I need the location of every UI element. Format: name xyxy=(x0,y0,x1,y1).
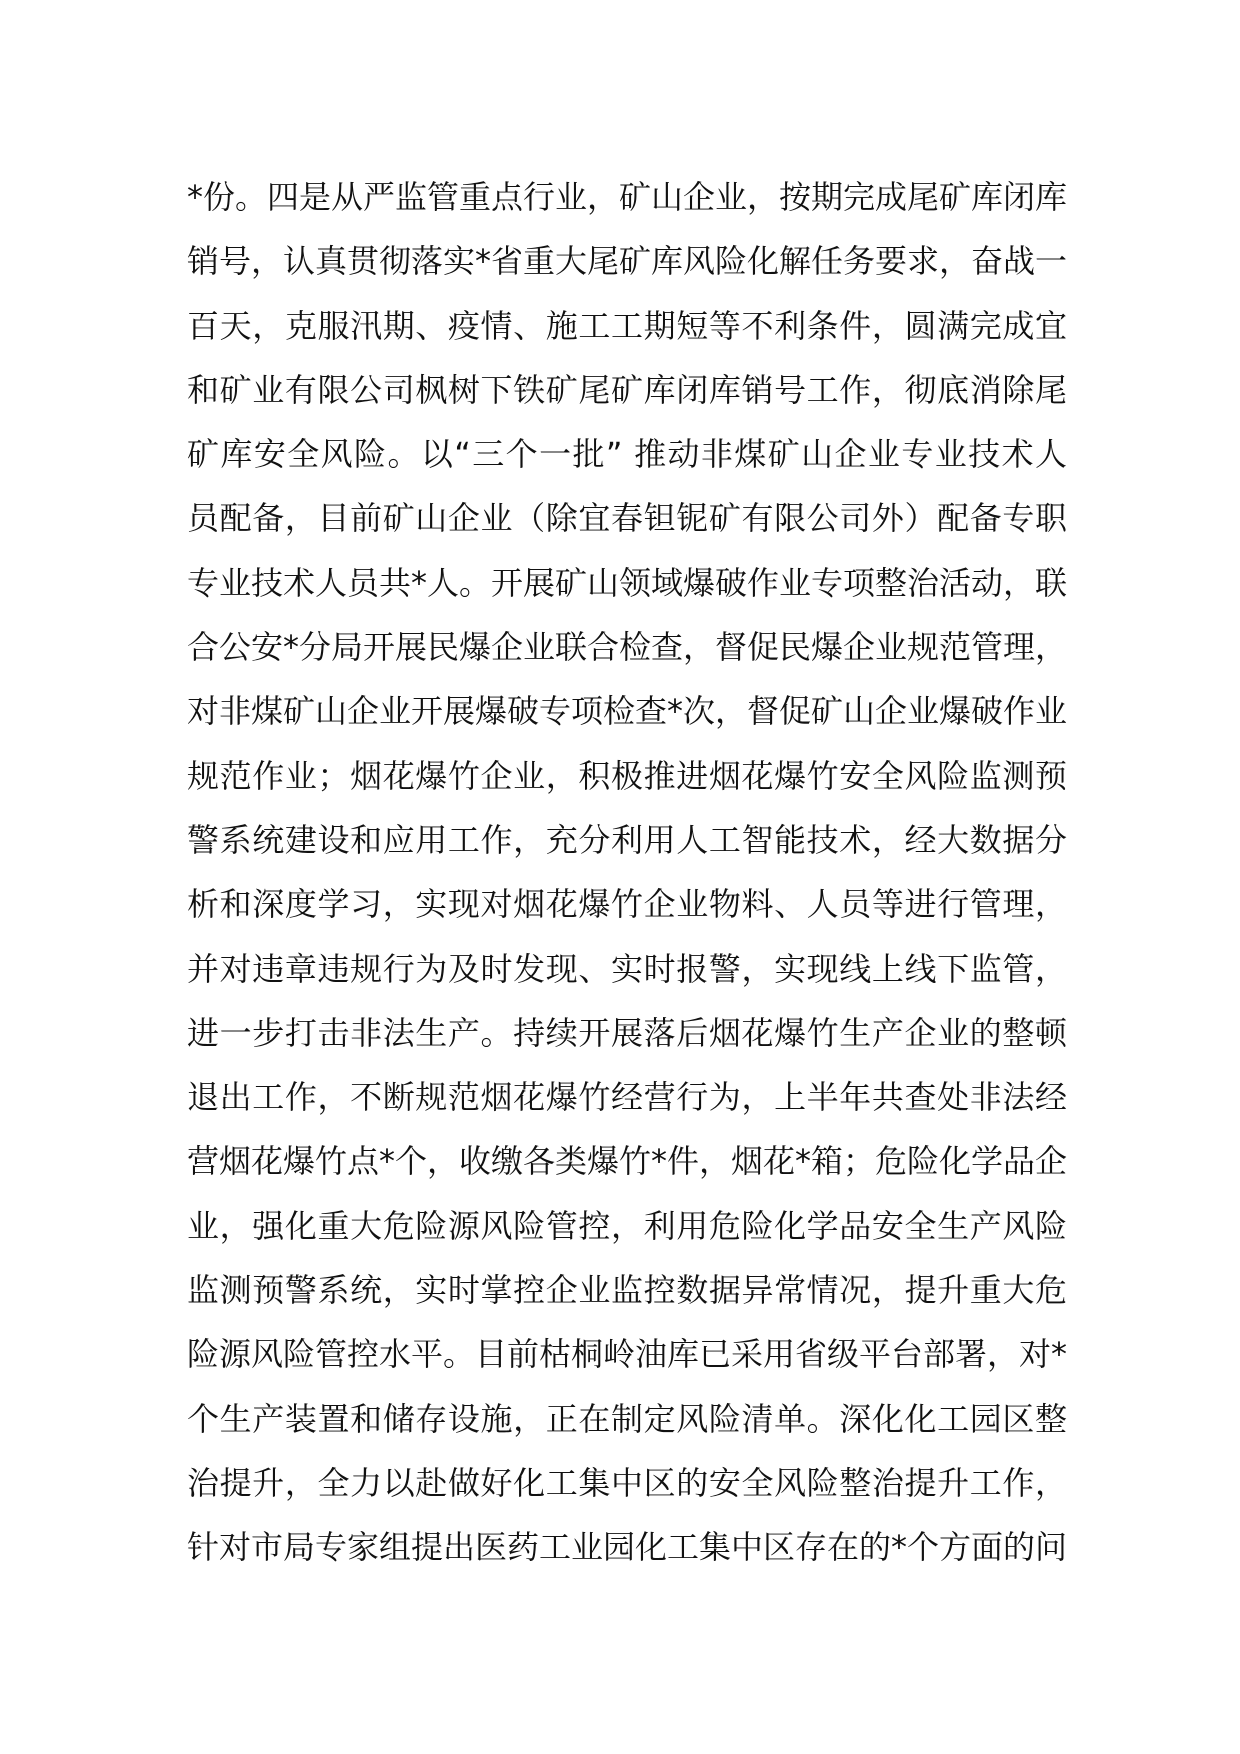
text-line: 销号，认真贯彻落实*省重大尾矿库风险化解任务要求，奋战一 xyxy=(187,242,1067,281)
body-paragraph xyxy=(187,165,1067,1580)
text-line: *份。四是从严监管重点行业，矿山企业，按期完成尾矿库闭库 xyxy=(187,178,1067,216)
text-line: 和矿业有限公司枫树下铁矿尾矿库闭库销号工作，彻底消除尾 xyxy=(187,370,1067,409)
text-line: 营烟花爆竹点*个，收缴各类爆竹*件，烟花*箱；危险化学品企 xyxy=(187,1142,1067,1181)
text-line: 对非煤矿山企业开展爆破专项检查*次，督促矿山企业爆破作业 xyxy=(187,692,1067,731)
text-line: 矿库安全风险。以“三个一批” 推动非煤矿山企业专业技术人 xyxy=(187,435,1067,474)
text-line: 监测预警系统，实时掌控企业监控数据异常情况，提升重大危 xyxy=(187,1271,1067,1310)
text-line: 治提升，全力以赴做好化工集中区的安全风险整治提升工作， xyxy=(187,1463,1067,1502)
text-line: 警系统建设和应用工作，充分利用人工智能技术，经大数据分 xyxy=(187,820,1067,859)
text-line: 针对市局专家组提出医药工业园化工集中区存在的*个方面的问 xyxy=(187,1528,1067,1567)
text-line: 进一步打击非法生产。持续开展落后烟花爆竹生产企业的整顿 xyxy=(187,1013,1067,1052)
text-line: 规范作业；烟花爆竹企业，积极推进烟花爆竹安全风险监测预 xyxy=(187,756,1067,795)
text-line: 业，强化重大危险源风险管控，利用危险化学品安全生产风险 xyxy=(187,1206,1067,1245)
text-line: 合公安*分局开展民爆企业联合检查，督促民爆企业规范管理， xyxy=(187,628,1067,667)
text-line: 百天，克服汛期、疫情、施工工期短等不利条件，圆满完成宜 xyxy=(187,306,1067,345)
text-line: 个生产装置和储存设施，正在制定风险清单。深化化工园区整 xyxy=(187,1399,1067,1438)
text-line: 析和深度学习，实现对烟花爆竹企业物料、人员等进行管理， xyxy=(187,885,1067,924)
text-line: 险源风险管控水平。目前枯桐岭油库已采用省级平台部署，对* xyxy=(187,1335,1067,1374)
text-line: 专业技术人员共*人。开展矿山领域爆破作业专项整治活动，联 xyxy=(187,563,1067,602)
text-line: 并对违章违规行为及时发现、实时报警，实现线上线下监管， xyxy=(187,949,1067,988)
text-line: 退出工作，不断规范烟花爆竹经营行为，上半年共查处非法经 xyxy=(187,1078,1067,1117)
text-line: 员配备，目前矿山企业（除宜春钽铌矿有限公司外）配备专职 xyxy=(187,499,1067,538)
